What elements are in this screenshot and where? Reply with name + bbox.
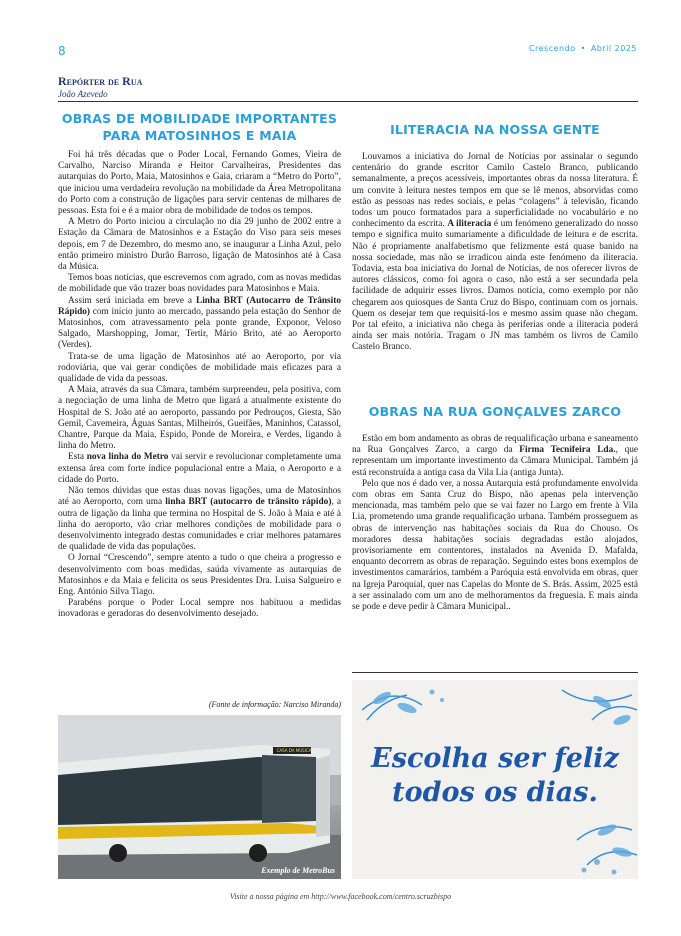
running-header: Crescendo • Abril 2025 <box>528 44 637 53</box>
section-title: Repórter de Rua <box>58 74 143 88</box>
article-street-works-body <box>352 434 638 613</box>
paragraph: Louvamos a iniciativa do Jornal de Notícias por assinalar o segundo centenário do grande escritor Camilo Castelo Branco, publicando semanalmente, a preços acessíveis, importantes obras da nossa literatura. É um convite à leitura nestes tempos em que se lê menos, absorvidas como estão as pessoas nas redes sociais, e pelas “colagens” à televisão, ficando todos um pouco formatados para a superficialidade no vocabulário e no conhecimento da escrita. A iliteracia é um fenómeno generalizado do nosso tempo e significa muito sumariamente a dificuldade de leitura e de escrita. Não é propriamente analfabetismo que felizmente está quase banido na nossa sociedade, mas não se irradicou ainda este fenómeno da iliteracia. Todavia, esta boa iniciativa do Jornal de Notícias, de nos oferecer livros de autores clássicos, como foi agora o caso, não está a ser secundada pela facilidade de adquirir esses livros. Damos notícia, como exemplo por não chegarem aos quiosques de Santa Cruz do Bispo, continuam com os jornais. Quem os desejar tem que requisitá-los e mesmo assim quase não chegam. Por tal efeito, a iniciativa não chega às periferias onde a iliteracia poderá ainda ser mais notória. Tragam o JN mas também os livros de Camilo Castelo Branco. <box>352 152 638 353</box>
title-line-2: PARA MATOSINHOS E MAIA <box>102 128 297 143</box>
paragraph: Não temos dúvidas que estas duas novas ligações, uma de Matosinhos até ao Aeroporto, com uma linha BRT (autocarro de trânsito rápido), a outra de ligação da linha que termina no Hospital de S. João à Maia e até à linha do aeroporto, vão criar melhores condições de mobilidade para o desenvolvimento integrado destas comunidades e criar melhores patamares de qualidade de vida das populações. <box>58 486 341 553</box>
paragraph: Temos boas notícias, que escrevemos com agrado, com as novas medidas de mobilidade que vão trazer boas novidades para Matosinhos e Maia. <box>58 273 342 295</box>
bus-destination-sign: CASA DA MÚSICA <box>276 748 312 753</box>
paragraph: A Maia, através da sua Câmara, também surpreendeu, pela positiva, com a negociação de uma linha de Metro que ligará a atualmente existente do Hospital de S. João até ao aeroporto, passando por Pedrouços, Giesta, São Gemil, Cavemeira, Águas Santas, Milheirós, Gueifães, Maninhos, Catassol, Chantre, Parque da Maia, Espido, Ponde de Moreira, e Verdes, ligando à linha do Metro. <box>58 385 341 452</box>
paragraph: Estão em bom andamento as obras de requalificação urbana e saneamento na Rua Gonçalves Zarco, a cargo da Firma Tecnifeira Lda., que representam um importante investimento da Câmara Municipal. Também já está reconstruída a antiga casa da Vila Lia (antiga Junta). <box>352 434 639 478</box>
article-mobility-title <box>58 110 341 144</box>
source-note: (Fonte de informação: Narciso Miranda) <box>208 700 341 709</box>
article-iliteracy-body <box>352 152 638 354</box>
author-name: João Azevedo <box>58 89 108 99</box>
paragraph: Pelo que nos é dado ver, a nossa Autarquia está profundamente envolvida com obras em Santa Cruz do Bispo, não apenas pela intervenção mencionada, mas também pelo que se vai fazer no Largo em frente à Vila Lia, prometendo uma grande requalificação urbana. Também prosseguem as obras de intervenção nas habitações sociais da Rua do Chouso. Os moradores dessa habitações sociais degradadas estão alojados, provisoriamente em contentores, instalados na Avenida D. Mafalda, enquanto decorrem as obras de reparação. Seguindo estes bons exemplos de investimentos camarários, também a Paróquia está envolvida em obras, quer na Igreja Paroquial, quer nas Capelas do Monte de S. Brás. Assim, 2025 está a ser assinalado com um ano de melhoramentos da freguesia. E mais ainda se pode e deve pedir à Câmara Municipal.. <box>352 478 638 613</box>
metrobus-photo <box>58 715 341 879</box>
issue-date: Abril 2025 <box>590 44 637 53</box>
article-mobility-body <box>58 150 341 621</box>
publication-name: Crescendo <box>528 44 576 53</box>
title-line-1: OBRAS DE MOBILIDADE IMPORTANTES <box>61 111 338 126</box>
footer-link[interactable]: Visite a nossa página em http://www.facebook.com/centro.scruzbispo <box>229 892 452 901</box>
header-divider <box>58 101 638 102</box>
paragraph: A Metro do Porto iniciou a circulação no dia 29 junho de 2002 entre a Estação da Câmara de Matosinhos e a Estação do Viso para seis meses depois, em 7 de Dezembro, do mesmo ano, se inaugurar a Linha Azul, pelo então primeiro ministro Durão Barroso, ligação de Matosinhos até à Casa da Música. <box>58 217 341 273</box>
quote-line-1: Escolha ser feliz <box>371 743 619 774</box>
paragraph: Foi há três décadas que o Poder Local, Fernando Gomes, Vieira de Carvalho, Narciso Miranda e Heitor Carvalheiras, Presidentes das autarquias do Porto, Maia, Matosinhos e Gaia, criaram a “Metro do Porto”, que iniciou uma verdadeira revolução na mobilidade da Área Metropolitana do Porto com a construção de ligações para servir centenas de milhares de pessoas. Esta foi e é a maior obra de mobilidade de todos os tempos. <box>58 150 341 217</box>
paragraph: Trata-se de uma ligação de Matosinhos até ao Aeroporto, por via rodoviária, que vai gerar condições de mobilidade mais eficazes para a qualidade de vida da pessoas. <box>58 351 341 385</box>
paragraph: Assim será iniciada em breve a Linha BRT (Autocarro de Trânsito Rápido) com início junto ao mercado, passando pela estação do Senhor de Matosinhos, com atravessamento pela ponte grande, Exponor, Veloso Salgado, Marshopping, Jomar, Tertir, Mário Brito, até ao Aeroporto (Verdes). <box>58 295 341 351</box>
page-number: 8 <box>58 44 66 58</box>
bus-illustration <box>58 715 341 879</box>
quote-line-2: todos os dias. <box>392 777 598 808</box>
paragraph: Parabéns porque o Poder Local sempre nos habituou a medidas inovadoras e geradoras do desenvolvimento desejado. <box>58 598 341 620</box>
quote-card <box>352 680 638 879</box>
paragraph: Esta nova linha do Metro vai servir e revolucionar completamente uma extensa área com forte índice populacional entre a Maia, o Aeroporto e a cidade do Porto. <box>58 452 341 485</box>
paragraph: O Jornal “Crescendo”, sempre atento a tudo o que cheira a progresso e desenvolvimento com boas medidas, saúda vivamente as autarquias de Matosinhos e da Maia e felicita os seus Presidentes Dra. Luisa Salgueiro e Eng. António Silva Tiago. <box>58 553 341 597</box>
article-iliteracy-title: ILITERACIA NA NOSSA GENTE <box>390 122 600 137</box>
article-street-works-title: OBRAS NA RUA GONÇALVES ZARCO <box>368 404 622 419</box>
card-divider <box>352 672 638 673</box>
image-caption: Exemplo de MetroBus <box>261 866 335 875</box>
card-quote <box>352 742 638 810</box>
